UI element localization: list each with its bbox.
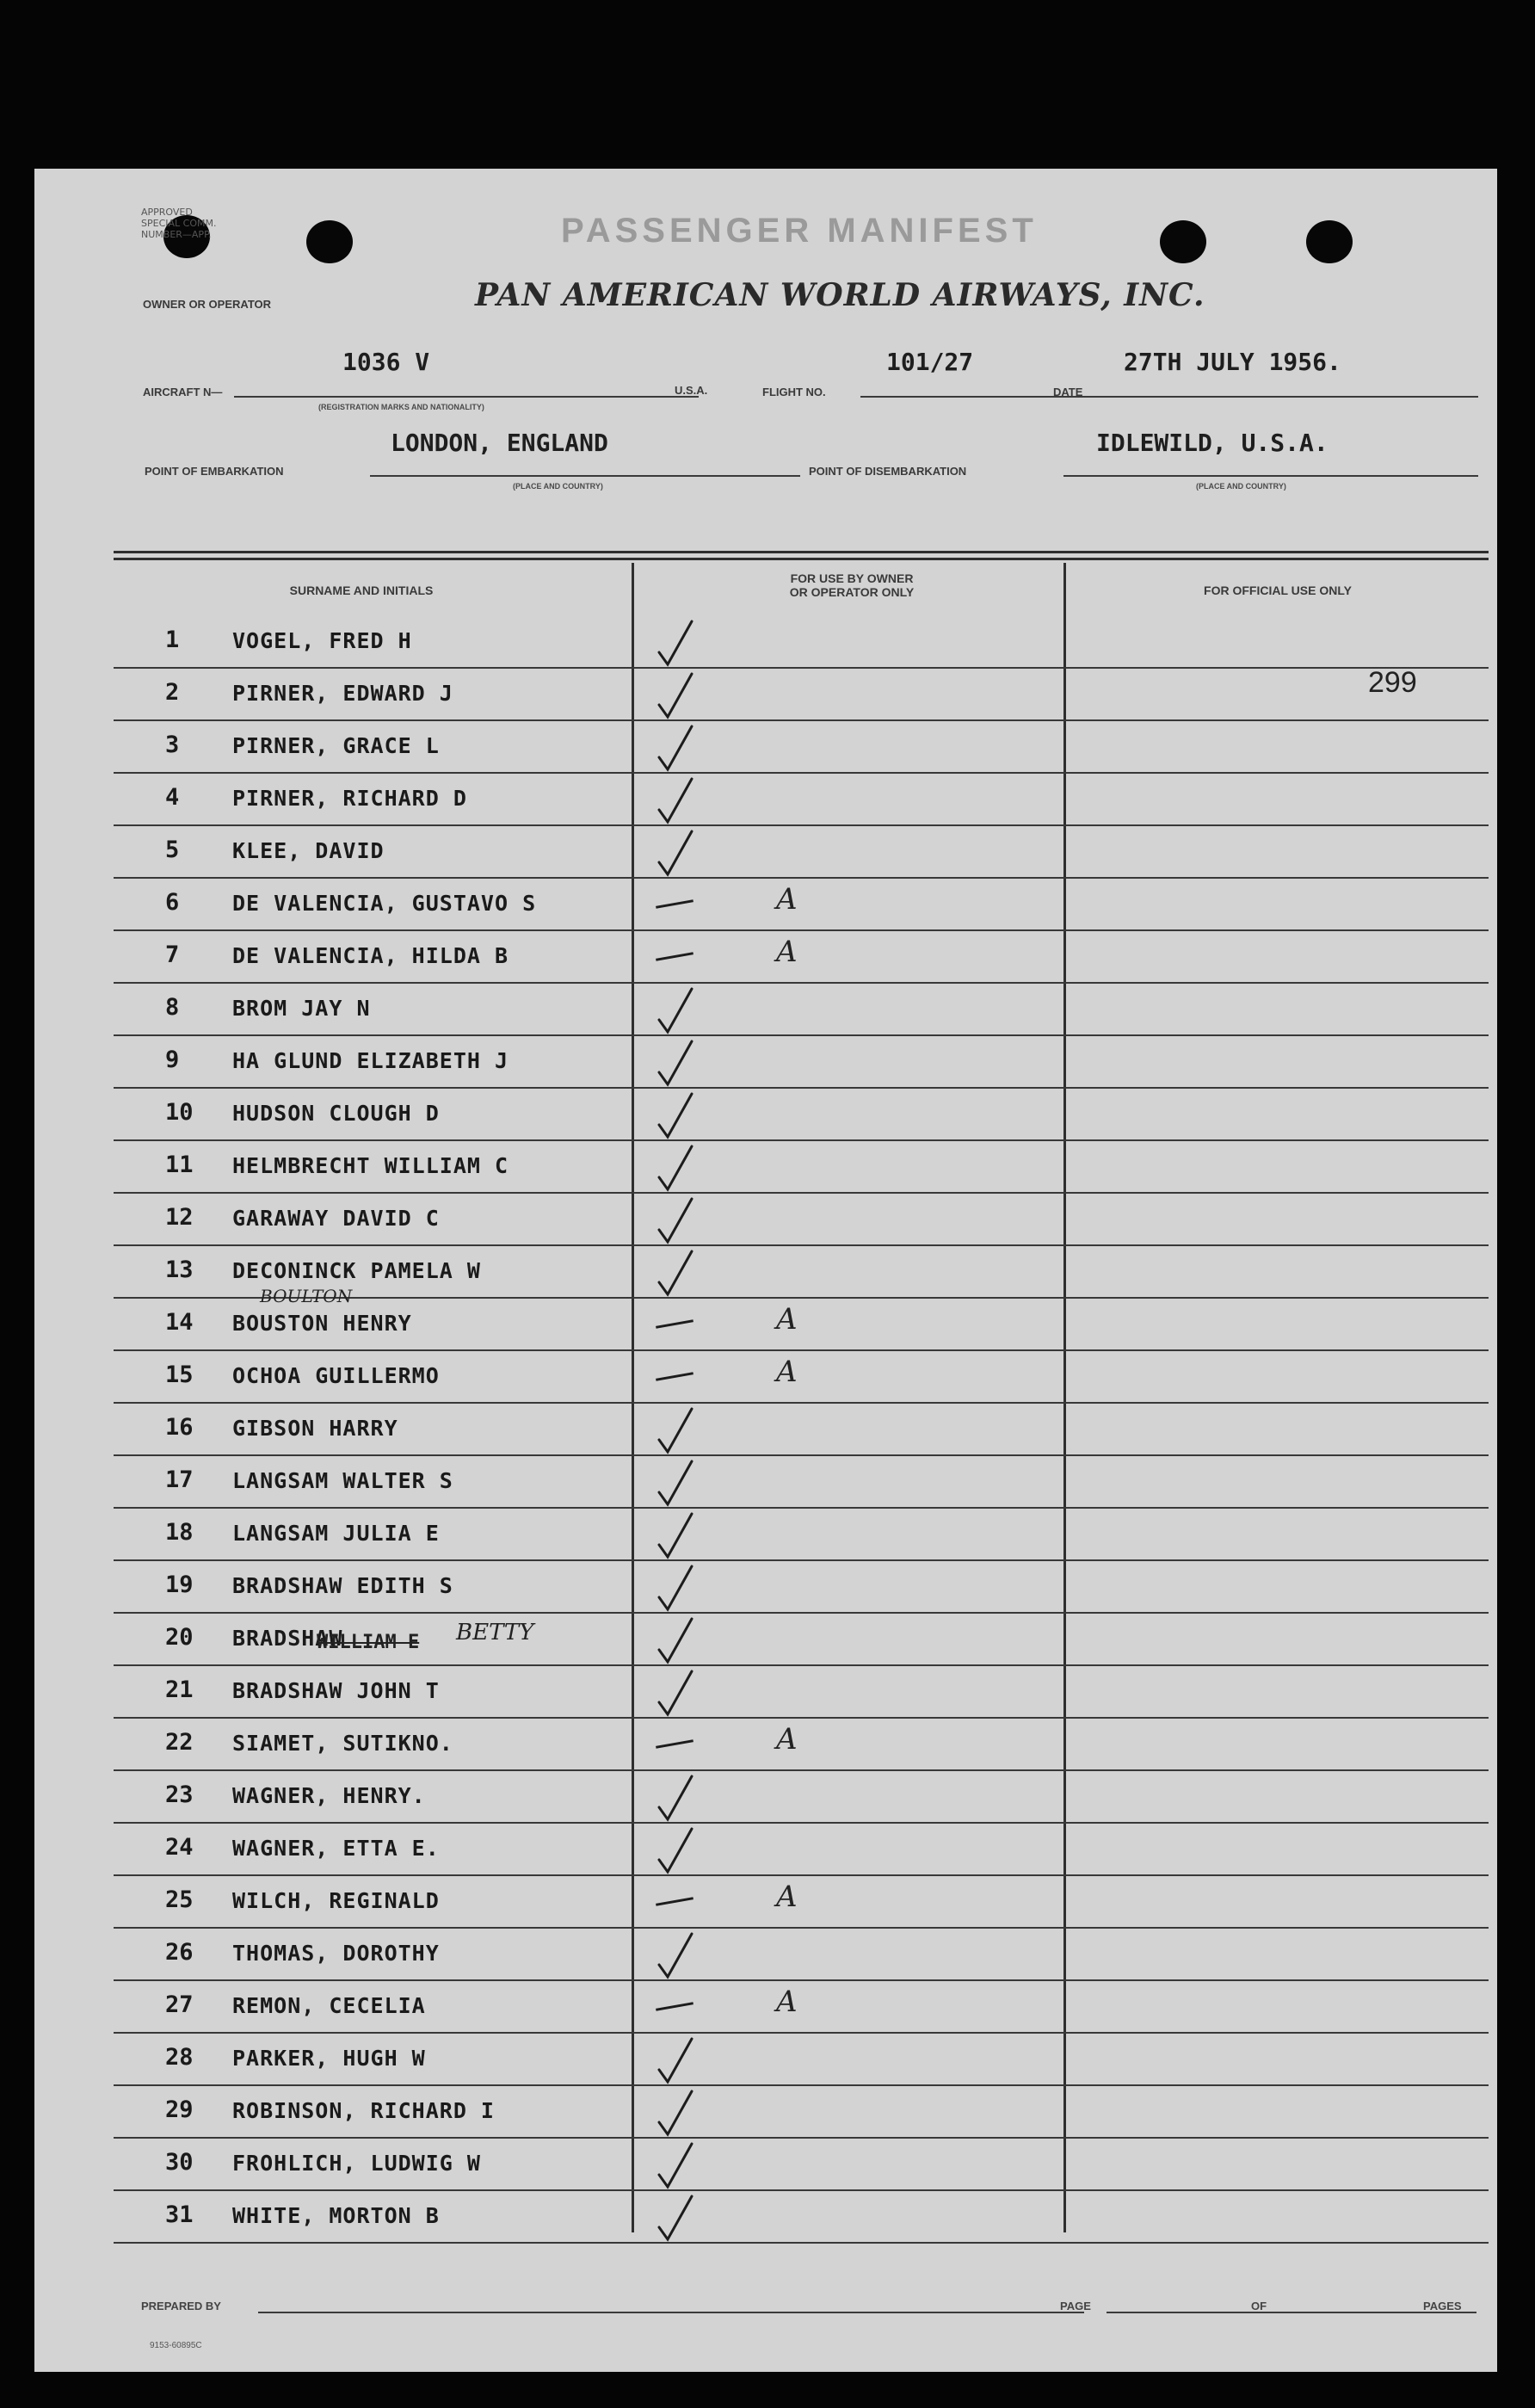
owner-use-note: A xyxy=(776,1985,798,2019)
checkmark-icon xyxy=(656,1773,695,1823)
passenger-row xyxy=(114,826,1489,878)
passenger-number: 5 xyxy=(165,837,180,863)
checkmark-icon xyxy=(656,1143,695,1193)
passenger-row xyxy=(114,1456,1489,1508)
passenger-number: 8 xyxy=(165,994,180,1021)
passenger-number: 21 xyxy=(165,1676,194,1703)
checkmark-icon xyxy=(656,1930,695,1980)
passenger-row xyxy=(114,1351,1489,1403)
passenger-row xyxy=(114,2034,1489,2085)
checkmark-icon xyxy=(656,1510,695,1560)
passenger-number: 17 xyxy=(165,1466,194,1493)
passenger-name: BROM JAY N xyxy=(232,996,371,1021)
disembarkation-label: POINT OF DISEMBARKATION xyxy=(809,465,967,478)
passenger-number: 9 xyxy=(165,1047,180,1073)
owner-use-note: A xyxy=(776,882,798,917)
dash-mark xyxy=(656,1897,694,1906)
checkmark-icon xyxy=(656,670,695,720)
checkmark-icon xyxy=(656,723,695,773)
correction-boulton: BOULTON xyxy=(260,1286,353,1306)
owner-use-note: A xyxy=(776,1880,798,1914)
table-top-rule xyxy=(114,551,1489,553)
passenger-number: 13 xyxy=(165,1256,194,1283)
passenger-number: 12 xyxy=(165,1204,194,1231)
passenger-name: DE VALENCIA, HILDA B xyxy=(232,943,509,968)
passenger-name: BOUSTON HENRY xyxy=(232,1311,412,1336)
passenger-name: KLEE, DAVID xyxy=(232,838,385,863)
passenger-row xyxy=(114,931,1489,983)
aircraft-underline xyxy=(234,396,699,398)
checkmark-icon xyxy=(656,2088,695,2138)
checkmark-icon xyxy=(656,775,695,825)
passenger-number: 7 xyxy=(165,942,180,968)
pages-label: PAGES xyxy=(1423,2300,1462,2312)
passenger-number: 3 xyxy=(165,732,180,758)
dash-mark xyxy=(656,1372,694,1381)
checkmark-icon xyxy=(656,1458,695,1508)
passenger-number: 6 xyxy=(165,889,180,916)
page-underline xyxy=(1107,2312,1476,2313)
passenger-row xyxy=(114,1824,1489,1875)
page-label: PAGE xyxy=(1060,2300,1091,2312)
passenger-name: DE VALENCIA, GUSTAVO S xyxy=(232,891,537,916)
checkmark-icon xyxy=(656,618,695,668)
passenger-number: 15 xyxy=(165,1361,194,1388)
aircraft-value: 1036 V xyxy=(342,348,430,376)
passenger-number: 16 xyxy=(165,1414,194,1441)
passenger-row xyxy=(114,1194,1489,1245)
passenger-row xyxy=(114,1036,1489,1088)
passenger-row xyxy=(114,669,1489,720)
owner-label: OWNER OR OPERATOR xyxy=(143,298,272,311)
manifest-sheet xyxy=(34,169,1497,2372)
passenger-row xyxy=(114,1771,1489,1823)
passenger-number: 26 xyxy=(165,1939,194,1966)
punch-hole-3 xyxy=(1160,220,1206,263)
passenger-name: WHITE, MORTON B xyxy=(232,2203,440,2228)
registration-note: (REGISTRATION MARKS AND NATIONALITY) xyxy=(318,403,484,411)
punch-hole-2 xyxy=(306,220,353,263)
passenger-number: 1 xyxy=(165,627,180,653)
prepared-by-underline xyxy=(258,2312,1084,2313)
passenger-name: BRADSHAW xyxy=(232,1626,343,1651)
passenger-number: 4 xyxy=(165,784,180,811)
passenger-row xyxy=(114,879,1489,930)
passenger-row xyxy=(114,1509,1489,1560)
passenger-name: LANGSAM JULIA E xyxy=(232,1521,440,1546)
passenger-number: 22 xyxy=(165,1729,194,1756)
checkmark-icon xyxy=(656,2035,695,2085)
passenger-name: WAGNER, ETTA E. xyxy=(232,1836,440,1861)
dash-mark xyxy=(656,2002,694,2011)
usa-label: U.S.A. xyxy=(675,384,708,397)
passenger-number: 10 xyxy=(165,1099,194,1126)
struck-name-william: WILLIAM E xyxy=(317,1632,420,1653)
checkmark-icon xyxy=(656,828,695,878)
passenger-name: PARKER, HUGH W xyxy=(232,2046,426,2071)
checkmark-icon xyxy=(656,1563,695,1613)
passenger-number: 2 xyxy=(165,679,180,706)
owner-use-note: A xyxy=(776,935,798,969)
passenger-number: 28 xyxy=(165,2044,194,2071)
row-rule xyxy=(114,2242,1489,2244)
passenger-row xyxy=(114,1141,1489,1193)
checkmark-icon xyxy=(656,1090,695,1140)
passenger-name: THOMAS, DOROTHY xyxy=(232,1941,440,1966)
passenger-name: FROHLICH, LUDWIG W xyxy=(232,2151,481,2176)
disembarkation-note: (PLACE AND COUNTRY) xyxy=(1196,482,1286,491)
passenger-name: PIRNER, GRACE L xyxy=(232,733,440,758)
passenger-row xyxy=(114,1404,1489,1455)
checkmark-icon xyxy=(656,1825,695,1875)
form-title: PASSENGER MANIFEST xyxy=(561,212,1038,250)
passenger-name: HA GLUND ELIZABETH J xyxy=(232,1048,509,1073)
dash-mark xyxy=(656,1739,694,1749)
passenger-number: 24 xyxy=(165,1834,194,1861)
flight-value: 101/27 xyxy=(886,348,974,376)
date-underline xyxy=(1089,396,1478,398)
column-header-owner-use: FOR USE BY OWNER OR OPERATOR ONLY xyxy=(789,571,915,599)
passenger-row xyxy=(114,1929,1489,1980)
passenger-name: BRADSHAW JOHN T xyxy=(232,1678,440,1703)
embarkation-label: POINT OF EMBARKATION xyxy=(145,465,284,478)
checkmark-icon xyxy=(656,1248,695,1298)
passenger-name: WILCH, REGINALD xyxy=(232,1888,440,1913)
checkmark-icon xyxy=(656,1195,695,1245)
passenger-number: 25 xyxy=(165,1886,194,1913)
page-of-label: OF xyxy=(1251,2300,1267,2312)
passenger-row xyxy=(114,2086,1489,2138)
checkmark-icon xyxy=(656,2193,695,2243)
passenger-row xyxy=(114,1299,1489,1350)
form-code: 9153-60895C xyxy=(150,2341,202,2350)
dash-mark xyxy=(656,1319,694,1329)
passenger-number: 23 xyxy=(165,1781,194,1808)
passenger-row xyxy=(114,774,1489,825)
table-top-rule-2 xyxy=(114,558,1489,560)
passenger-row xyxy=(114,1089,1489,1140)
passenger-row xyxy=(114,721,1489,773)
passenger-name: VOGEL, FRED H xyxy=(232,628,412,653)
official-number: 299 xyxy=(1368,666,1417,699)
passenger-number: 19 xyxy=(165,1571,194,1598)
passenger-name: OCHOA GUILLERMO xyxy=(232,1363,440,1388)
embarkation-note: (PLACE AND COUNTRY) xyxy=(513,482,603,491)
aircraft-label: AIRCRAFT N— xyxy=(143,386,223,398)
disembarkation-value: IDLEWILD, U.S.A. xyxy=(1096,429,1328,457)
punch-hole-4 xyxy=(1306,220,1353,263)
checkmark-icon xyxy=(656,2140,695,2190)
correction-betty: BETTY xyxy=(456,1620,534,1645)
passenger-name: DECONINCK PAMELA W xyxy=(232,1258,481,1283)
passenger-name: GARAWAY DAVID C xyxy=(232,1206,440,1231)
passenger-name: BRADSHAW EDITH S xyxy=(232,1573,453,1598)
passenger-number: 14 xyxy=(165,1309,194,1336)
passenger-row xyxy=(114,1981,1489,2033)
dash-mark xyxy=(656,952,694,961)
passenger-row xyxy=(114,2139,1489,2190)
passenger-name: PIRNER, RICHARD D xyxy=(232,786,467,811)
passenger-name: HELMBRECHT WILLIAM C xyxy=(232,1153,509,1178)
passenger-row xyxy=(114,616,1489,668)
passenger-name: LANGSAM WALTER S xyxy=(232,1468,453,1493)
checkmark-icon xyxy=(656,985,695,1035)
passenger-number: 29 xyxy=(165,2096,194,2123)
passenger-name: REMON, CECELIA xyxy=(232,1993,426,2018)
passenger-row xyxy=(114,984,1489,1035)
checkmark-icon xyxy=(656,1668,695,1718)
checkmark-icon xyxy=(656,1405,695,1455)
passenger-name: PIRNER, EDWARD J xyxy=(232,681,453,706)
passenger-name: ROBINSON, RICHARD I xyxy=(232,2098,495,2123)
passenger-row xyxy=(114,1876,1489,1928)
checkmark-icon xyxy=(656,1038,695,1088)
passenger-row xyxy=(114,1561,1489,1613)
dash-mark xyxy=(656,899,694,909)
passenger-name: HUDSON CLOUGH D xyxy=(232,1101,440,1126)
approval-stamp: APPROVED SPECIAL COMM. NUMBER—APP. xyxy=(141,207,217,240)
owner-use-note: A xyxy=(776,1722,798,1757)
embarkation-underline xyxy=(370,475,800,477)
passenger-number: 20 xyxy=(165,1624,194,1651)
owner-use-note: A xyxy=(776,1355,798,1389)
owner-use-note: A xyxy=(776,1302,798,1337)
operator-name: PAN AMERICAN WORLD AIRWAYS, INC. xyxy=(475,277,1205,313)
column-header-official-use: FOR OFFICIAL USE ONLY xyxy=(1204,583,1352,597)
passenger-name: SIAMET, SUTIKNO. xyxy=(232,1731,453,1756)
passenger-number: 27 xyxy=(165,1991,194,2018)
passenger-row xyxy=(114,1666,1489,1718)
flight-label: FLIGHT NO. xyxy=(762,386,826,398)
prepared-by-label: PREPARED BY xyxy=(141,2300,221,2312)
date-label: DATE xyxy=(1053,386,1083,398)
passenger-number: 30 xyxy=(165,2149,194,2176)
passenger-row xyxy=(114,1719,1489,1770)
disembarkation-underline xyxy=(1063,475,1478,477)
passenger-number: 31 xyxy=(165,2201,194,2228)
embarkation-value: LONDON, ENGLAND xyxy=(391,429,608,457)
column-header-surname: SURNAME AND INITIALS xyxy=(289,583,434,597)
checkmark-icon xyxy=(656,1615,695,1665)
passenger-number: 18 xyxy=(165,1519,194,1546)
passenger-number: 11 xyxy=(165,1152,194,1178)
passenger-name: WAGNER, HENRY. xyxy=(232,1783,426,1808)
date-value: 27TH JULY 1956. xyxy=(1124,348,1341,376)
passenger-row xyxy=(114,2191,1489,2243)
passenger-name: GIBSON HARRY xyxy=(232,1416,398,1441)
